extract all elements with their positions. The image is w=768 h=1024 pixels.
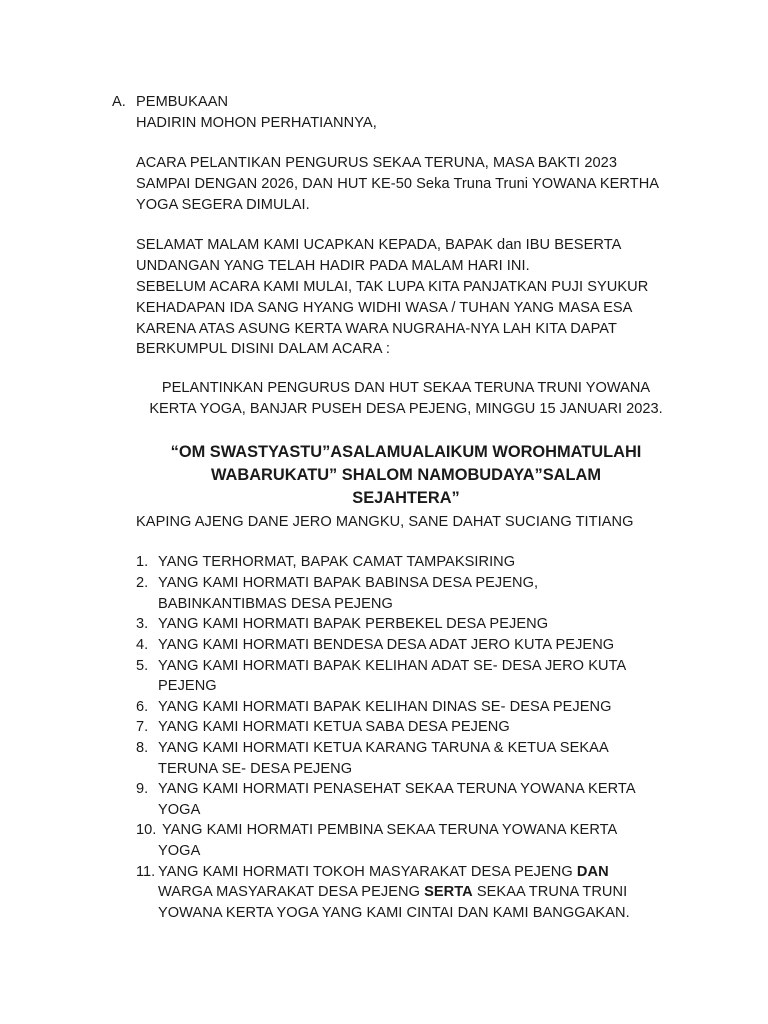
list-number: 1. <box>136 554 149 570</box>
event-title-line-2: KERTA YOGA, BANJAR PUSEH DESA PEJENG, MINGGU 15 JANUARI 2023. <box>149 401 663 417</box>
list-item-continuation <box>158 882 627 902</box>
list-item-text: WARGA MASYARAKAT DESA PEJENG <box>158 884 425 900</box>
list-item-text: SEKAA TRUNA TRUNI <box>472 884 628 900</box>
list-item-continuation: TERUNA SE- DESA PEJENG <box>158 761 353 777</box>
list-item: YANG KAMI HORMATI BAPAK KELIHAN ADAT SE- DESA JERO KUTA <box>158 658 627 674</box>
list-number: 2. <box>136 575 149 591</box>
list-item: YANG TERHORMAT, BAPAK CAMAT TAMPAKSIRING <box>158 554 516 570</box>
list-item: YANG KAMI HORMATI PENASEHAT SEKAA TERUNA YOWANA KERTA <box>158 781 636 797</box>
list-number: 10. <box>136 822 157 838</box>
section-title: PEMBUKAAN <box>136 94 229 110</box>
list-item: YANG KAMI HORMATI PEMBINA SEKAA TERUNA YOWANA KERTA <box>162 822 618 838</box>
list-item-continuation: YOWANA KERTA YOGA YANG KAMI CINTAI DAN KAMI BANGGAKAN. <box>158 905 630 921</box>
bold-conjunction: SERTA <box>424 884 473 900</box>
greeting-line-1: SELAMAT MALAM KAMI UCAPKAN KEPADA, BAPAK dan IBU BESERTA <box>136 237 622 253</box>
list-number: 6. <box>136 699 149 715</box>
list-item <box>158 862 609 882</box>
list-number: 9. <box>136 781 149 797</box>
opening-line-1: ACARA PELANTIKAN PENGURUS SEKAA TERUNA, MASA BAKTI 2023 <box>136 155 617 171</box>
list-item-text: YANG KAMI HORMATI TOKOH MASYARAKAT DESA PEJENG <box>158 864 577 880</box>
greeting-line-2: UNDANGAN YANG TELAH HADIR PADA MALAM HARI INI. <box>136 258 530 274</box>
greeting-line-5: KARENA ATAS ASUNG KERTA WARA NUGRAHA-NYA LAH KITA DAPAT <box>136 321 617 337</box>
list-item-continuation: YOGA <box>158 802 201 818</box>
list-number: 11. <box>136 864 156 880</box>
salutation-line-1: “OM SWASTYASTU”ASALAMUALAIKUM WOROHMATULAHI <box>170 443 642 461</box>
bold-conjunction: DAN <box>576 864 609 880</box>
list-number: 4. <box>136 637 149 653</box>
event-title-line-1: PELANTINKAN PENGURUS DAN HUT SEKAA TERUNA TRUNI YOWANA <box>161 380 651 396</box>
list-item: YANG KAMI HORMATI BAPAK PERBEKEL DESA PEJENG <box>158 616 549 632</box>
list-number: 7. <box>136 719 149 735</box>
greeting-line-4: KEHADAPAN IDA SANG HYANG WIDHI WASA / TUHAN YANG MASA ESA <box>136 300 633 316</box>
list-item-continuation: BABINKANTIBMAS DESA PEJENG <box>158 596 393 612</box>
list-item: YANG KAMI HORMATI KETUA SABA DESA PEJENG <box>158 719 510 735</box>
greeting-line-6: BERKUMPUL DISINI DALAM ACARA : <box>136 341 390 357</box>
section-marker: A. <box>112 94 126 110</box>
attention-line: HADIRIN MOHON PERHATIANNYA, <box>136 115 377 131</box>
list-item: YANG KAMI HORMATI BAPAK BABINSA DESA PEJENG, <box>158 575 539 591</box>
salutation-line-2: WABARUKATU” SHALOM NAMOBUDAYA”SALAM <box>210 466 602 484</box>
opening-line-3: YOGA SEGERA DIMULAI. <box>136 197 310 213</box>
greeting-line-3: SEBELUM ACARA KAMI MULAI, TAK LUPA KITA PANJATKAN PUJI SYUKUR <box>136 279 649 295</box>
list-item: YANG KAMI HORMATI KETUA KARANG TARUNA & KETUA SEKAA <box>158 740 609 756</box>
list-number: 8. <box>136 740 149 756</box>
list-number: 5. <box>136 658 149 674</box>
list-item-continuation: YOGA <box>158 843 201 859</box>
opening-line-2: SAMPAI DENGAN 2026, DAN HUT KE-50 Seka Truna Truni YOWANA KERTHA <box>136 176 660 192</box>
list-item-continuation: PEJENG <box>158 678 217 694</box>
list-item: YANG KAMI HORMATI BAPAK KELIHAN DINAS SE- DESA PEJENG <box>158 699 612 715</box>
list-item: YANG KAMI HORMATI BENDESA DESA ADAT JERO KUTA PEJENG <box>158 637 615 653</box>
list-number: 3. <box>136 616 149 632</box>
salutation-line-3: SEJAHTERA” <box>352 489 460 507</box>
honorific-line: KAPING AJENG DANE JERO MANGKU, SANE DAHAT SUCIANG TITIANG <box>136 514 634 530</box>
